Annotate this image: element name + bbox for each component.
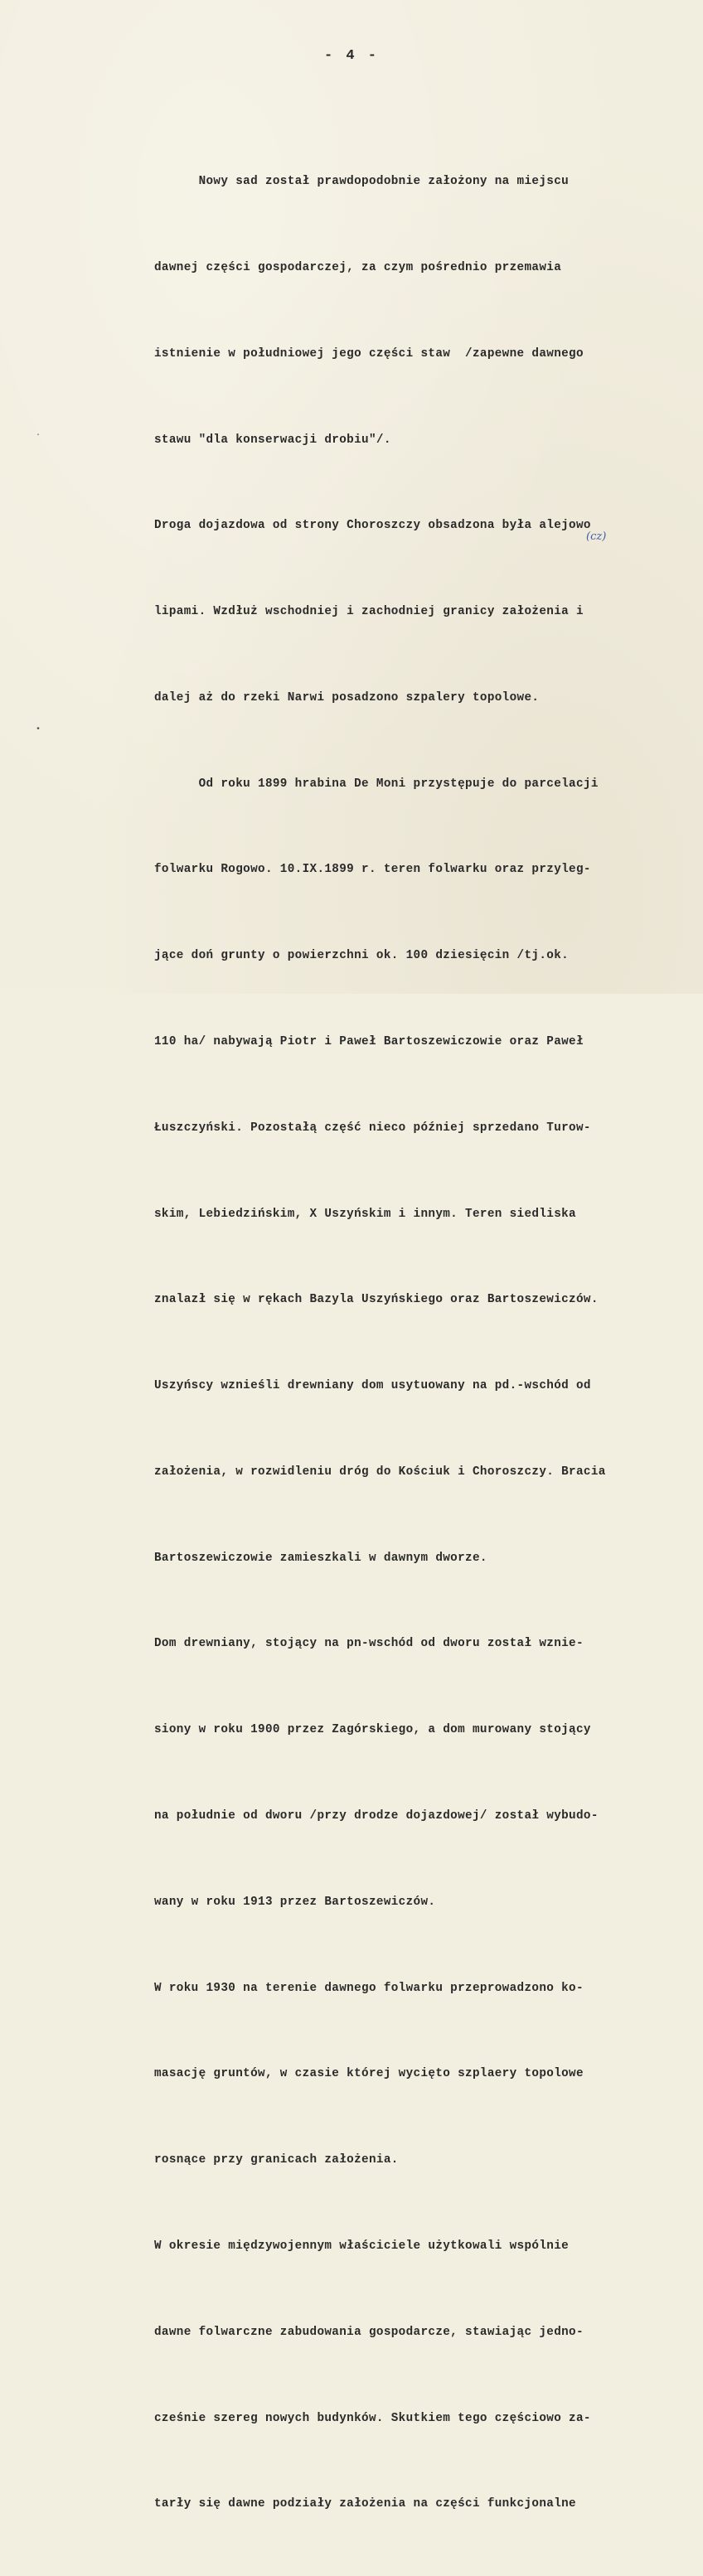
text-line: lipami. Wzdłuż wschodniej i zachodniej granicy założenia i: [154, 605, 584, 619]
text-line: Dom drewniany, stojący na pn-wschód od dworu został wznie-: [154, 1637, 584, 1651]
text-line: tarły się dawne podziały założenia na części funkcjonalne: [154, 2497, 576, 2511]
text-line: jące doń grunty o powierzchni ok. 100 dziesięcin /tj.ok.: [154, 949, 570, 963]
text-line: folwarku Rogowo. 10.IX.1899 r. teren folwarku oraz przyleg-: [154, 863, 591, 877]
text-line: założenia, w rozwidleniu dróg do Kościuk i Choroszczy. Bracia: [154, 1465, 606, 1479]
text-line: Droga dojazdowa od strony Choroszczy obsadzona była alejowo: [154, 519, 591, 533]
text-line: Od roku 1899 hrabina De Moni przystępuje do parcelacji: [154, 777, 599, 791]
text-line: istnienie w południowej jego części staw /zapewne dawnego: [154, 346, 584, 361]
text-line: stawu "dla konserwacji drobiu"/.: [154, 433, 391, 447]
text-line: Nowy sad został prawdopodobnie założony na miejscu: [154, 175, 570, 189]
text-line: skim, Lebiedzińskim, X Uszyńskim i innym. Teren siedliska: [154, 1207, 576, 1221]
text-line: dalej aż do rzeki Narwi posadzono szpalery topolowe.: [154, 690, 540, 705]
text-line: 110 ha/ nabywają Piotr i Paweł Bartoszewiczowie oraz Paweł: [154, 1035, 584, 1048]
text-line: masację gruntów, w czasie której wycięto szplaery topolowe: [154, 2067, 584, 2081]
text-line: dawne folwarczne zabudowania gospodarcze, stawiając jedno-: [154, 2325, 584, 2339]
handwritten-note: (cz): [586, 530, 607, 543]
text-line: cześnie szereg nowych budynków. Skutkiem tego częściowo za-: [154, 2411, 591, 2425]
text-line: Bartoszewiczowie zamieszkali w dawnym dworze.: [154, 1551, 487, 1565]
text-line: Łuszczyński. Pozostałą część nieco później sprzedano Turow-: [154, 1121, 591, 1135]
text-line: W roku 1930 na terenie dawnego folwarku przeprowadzono ko-: [154, 1981, 584, 1995]
text-line: znalazł się w rękach Bazyla Uszyńskiego oraz Bartoszewiczów.: [154, 1293, 599, 1307]
page-number: - 4 -: [323, 48, 379, 64]
text-line: rosnące przy granicach założenia.: [154, 2153, 399, 2167]
text-line: Uszyńscy wznieśli drewniany dom usytuowany na pd.-wschód od: [154, 1379, 591, 1393]
text-line: na południe od dworu /przy drodze dojazdowej/ został wybudo-: [154, 1809, 599, 1823]
text-line: dawnej części gospodarczej, za czym pośrednio przemawia: [154, 260, 562, 274]
text-line: wany w roku 1913 przez Bartoszewiczów.: [154, 1895, 436, 1909]
margin-dot: •: [36, 725, 41, 734]
text-line: W okresie międzywojennym właściciele użytkowali wspólnie: [154, 2239, 570, 2253]
margin-dot: ·: [36, 431, 41, 440]
text-line: siony w roku 1900 przez Zagórskiego, a dom murowany stojący: [154, 1723, 591, 1737]
typed-text-block: [154, 110, 676, 2576]
